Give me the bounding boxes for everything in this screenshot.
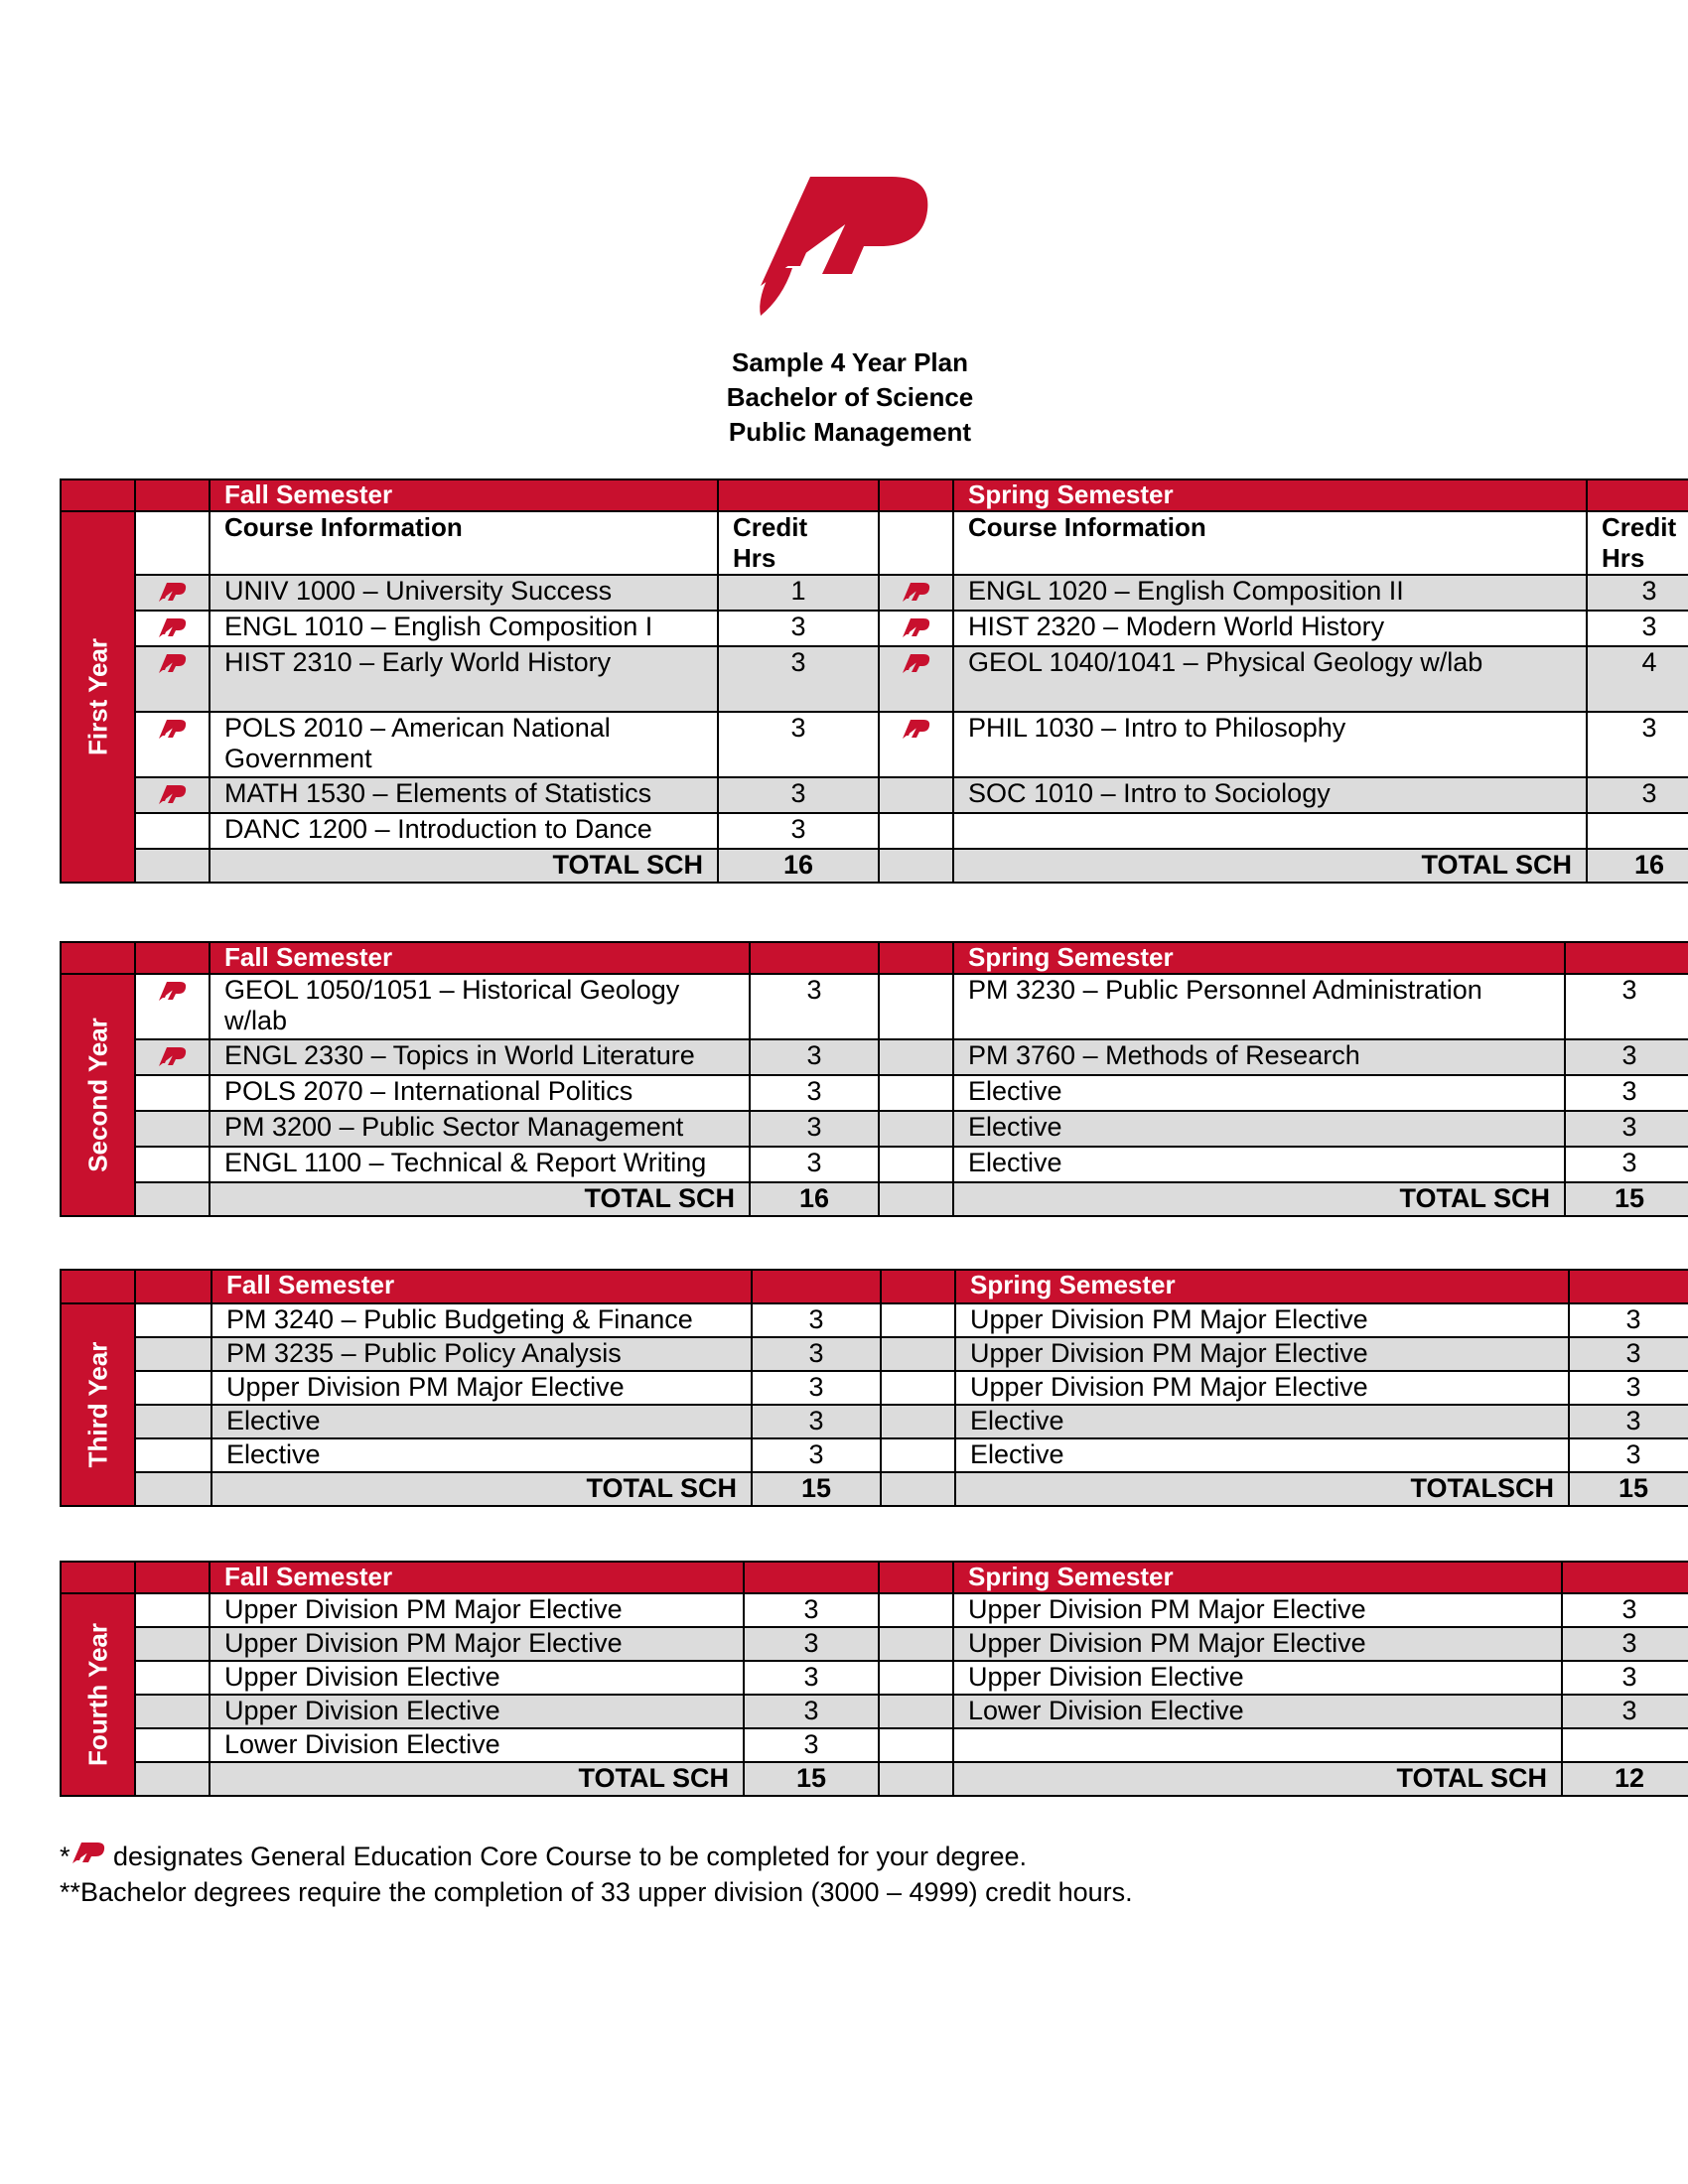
footnote-core-text: designates General Education Core Course to be completed for your degree.: [105, 1842, 1028, 1871]
course-row: [61, 1111, 1688, 1147]
corner-cell: [61, 479, 135, 511]
spring-core-marker: [879, 1627, 953, 1661]
course-row: [61, 1695, 1688, 1728]
fall-course: ENGL 2330 – Topics in World Literature: [210, 1039, 750, 1075]
fall-total: 15: [752, 1472, 881, 1506]
spring-credit: 3: [1562, 1695, 1688, 1728]
fall-core-marker: [135, 1593, 210, 1627]
spring-core-marker: [881, 1405, 955, 1438]
fall-course: POLS 2070 – International Politics: [210, 1075, 750, 1111]
year-label: First Year: [82, 637, 112, 756]
course-row: [61, 813, 1688, 849]
spring-core-marker: [879, 712, 953, 777]
ap-core-icon: [158, 980, 188, 1004]
course-row: [61, 1593, 1688, 1627]
spring-course: Elective: [955, 1438, 1569, 1472]
fall-credit: 3: [750, 1075, 879, 1111]
fall-core-marker: [135, 777, 210, 813]
fall-semester-header: Fall Semester: [210, 942, 750, 974]
spring-credit: 3: [1565, 1075, 1688, 1111]
course-info-header: Course Information: [210, 511, 718, 575]
spring-course: Elective: [953, 1111, 1565, 1147]
fall-course: Lower Division Elective: [210, 1728, 744, 1762]
total-icon-cell: [135, 1182, 210, 1216]
fall-credit-header: [752, 1270, 881, 1303]
spring-semester-header: Spring Semester: [953, 1562, 1562, 1593]
total-icon-cell: [135, 849, 210, 883]
spring-icon-col-header: [879, 942, 953, 974]
total-icon-cell: [135, 1762, 210, 1796]
course-row: [61, 1371, 1688, 1405]
spring-core-marker: [881, 1371, 955, 1405]
spring-total: 15: [1569, 1472, 1688, 1506]
spring-core-marker: [881, 1438, 955, 1472]
fall-credit: 3: [718, 646, 879, 712]
spring-icon-col-header: [879, 479, 953, 511]
fall-core-marker: [135, 1661, 210, 1695]
fall-course: PM 3200 – Public Sector Management: [210, 1111, 750, 1147]
spring-total-label: TOTAL SCH: [953, 1182, 1565, 1216]
course-row: [61, 1303, 1688, 1337]
fall-semester-header: Fall Semester: [211, 1270, 752, 1303]
fall-total-label: TOTAL SCH: [211, 1472, 752, 1506]
fall-core-marker: [135, 712, 210, 777]
spring-course: ENGL 1020 – English Composition II: [953, 575, 1587, 611]
footnotes: [60, 1839, 1133, 1910]
spring-credit: 4: [1587, 646, 1688, 712]
year-label-cell: [61, 511, 135, 883]
spring-credit: 3: [1565, 1039, 1688, 1075]
fall-semester-header: Fall Semester: [210, 1562, 744, 1593]
total-icon-cell: [135, 1472, 211, 1506]
spring-course: PHIL 1030 – Intro to Philosophy: [953, 712, 1587, 777]
ap-core-icon: [158, 783, 188, 807]
fall-core-marker: [135, 1337, 211, 1371]
ap-core-icon: [70, 1840, 106, 1867]
fall-core-marker: [135, 1438, 211, 1472]
plan-title: [0, 345, 1688, 450]
spring-course: Elective: [953, 1147, 1565, 1182]
ap-core-icon: [902, 652, 931, 676]
spring-credit: 3: [1569, 1438, 1688, 1472]
year-label: Third Year: [82, 1341, 112, 1468]
spring-course: Upper Division Elective: [953, 1661, 1562, 1695]
fall-credit: 3: [752, 1438, 881, 1472]
spring-credit: 3: [1587, 712, 1688, 777]
spring-total-label: TOTAL SCH: [953, 1762, 1562, 1796]
course-row: [61, 646, 1688, 712]
spring-course: Upper Division PM Major Elective: [955, 1303, 1569, 1337]
fall-course: GEOL 1050/1051 – Historical Geology w/lab: [210, 974, 750, 1039]
course-row: [61, 1147, 1688, 1182]
fall-total: 15: [744, 1762, 879, 1796]
apsu-logo: [753, 149, 939, 318]
fall-credit: 3: [744, 1695, 879, 1728]
fall-credit: 3: [750, 1039, 879, 1075]
ap-core-icon: [158, 581, 188, 605]
ap-core-icon: [158, 1045, 188, 1069]
course-row: [61, 1337, 1688, 1371]
spring-semester-header: Spring Semester: [955, 1270, 1569, 1303]
spring-credit-header: [1569, 1270, 1688, 1303]
spring-course: Upper Division PM Major Elective: [953, 1627, 1562, 1661]
spring-core-marker: [879, 1593, 953, 1627]
fall-course: ENGL 1100 – Technical & Report Writing: [210, 1147, 750, 1182]
spring-total: 15: [1565, 1182, 1688, 1216]
spring-course: Upper Division PM Major Elective: [953, 1593, 1562, 1627]
fall-core-marker: [135, 646, 210, 712]
fall-core-marker: [135, 974, 210, 1039]
footnote-core: [60, 1839, 1133, 1874]
title-line-3: Public Management: [728, 417, 972, 447]
year-label-cell: [61, 1303, 135, 1506]
title-line-1: Sample 4 Year Plan: [732, 347, 968, 377]
fall-core-marker: [135, 813, 210, 849]
spring-credit: 3: [1587, 611, 1688, 646]
spring-total-label: TOTALSCH: [955, 1472, 1569, 1506]
icon-col-subheader: [135, 511, 210, 575]
spring-credit: [1587, 813, 1688, 849]
fall-credit-header: [718, 479, 879, 511]
ap-core-icon: [902, 616, 931, 640]
spring-credit: 3: [1569, 1337, 1688, 1371]
spring-icon-col-header: [879, 1562, 953, 1593]
fall-core-marker: [135, 1627, 210, 1661]
ap-core-icon: [158, 652, 188, 676]
title-line-2: Bachelor of Science: [726, 382, 974, 412]
spring-core-marker: [879, 777, 953, 813]
fall-credit-header: [744, 1562, 879, 1593]
spring-course: Upper Division PM Major Elective: [955, 1337, 1569, 1371]
fall-course: POLS 2010 – American National Government: [210, 712, 718, 777]
fall-credit: 3: [750, 1111, 879, 1147]
spring-credit-header: [1562, 1562, 1688, 1593]
spring-core-marker: [881, 1337, 955, 1371]
spring-course: HIST 2320 – Modern World History: [953, 611, 1587, 646]
spring-semester-header: Spring Semester: [953, 942, 1565, 974]
fall-core-marker: [135, 1405, 211, 1438]
fall-course: Upper Division Elective: [210, 1661, 744, 1695]
fall-course: HIST 2310 – Early World History: [210, 646, 718, 712]
fall-credit-header: [750, 942, 879, 974]
spring-course: Elective: [955, 1405, 1569, 1438]
course-row: [61, 1039, 1688, 1075]
fall-course: DANC 1200 – Introduction to Dance: [210, 813, 718, 849]
course-row: [61, 1661, 1688, 1695]
ap-core-icon: [158, 718, 188, 742]
spring-core-marker: [879, 1147, 953, 1182]
hrs-label: Hrs: [1602, 543, 1645, 573]
spring-core-marker: [879, 1111, 953, 1147]
footnote-upper-division: **Bachelor degrees require the completion of 33 upper division (3000 – 4999) credit hours.: [60, 1877, 1133, 1907]
year-label: Fourth Year: [82, 1622, 112, 1767]
total-icon-cell: [879, 1182, 953, 1216]
spring-credit: 3: [1587, 777, 1688, 813]
year-table: [60, 478, 1688, 884]
icon-col-subheader: [879, 511, 953, 575]
fall-course: Upper Division Elective: [210, 1695, 744, 1728]
spring-course: GEOL 1040/1041 – Physical Geology w/lab: [953, 646, 1587, 712]
spring-credit: 3: [1569, 1405, 1688, 1438]
spring-credit: 3: [1569, 1371, 1688, 1405]
spring-credit: 3: [1562, 1661, 1688, 1695]
total-icon-cell: [879, 1762, 953, 1796]
fall-credit: 3: [744, 1593, 879, 1627]
spring-course: PM 3760 – Methods of Research: [953, 1039, 1565, 1075]
spring-credit: 3: [1565, 1147, 1688, 1182]
total-icon-cell: [881, 1472, 955, 1506]
fall-course: Elective: [211, 1438, 752, 1472]
spring-credit: 3: [1562, 1593, 1688, 1627]
spring-course: SOC 1010 – Intro to Sociology: [953, 777, 1587, 813]
fall-core-marker: [135, 575, 210, 611]
fall-credit: 3: [744, 1627, 879, 1661]
course-row: [61, 611, 1688, 646]
fall-credit: 3: [744, 1728, 879, 1762]
year-table: [60, 941, 1688, 1217]
spring-total-label: TOTAL SCH: [953, 849, 1587, 883]
spring-semester-header: Spring Semester: [953, 479, 1587, 511]
fall-total: 16: [718, 849, 879, 883]
spring-credit: 3: [1569, 1303, 1688, 1337]
ap-core-icon: [158, 616, 188, 640]
fall-credit: 3: [718, 813, 879, 849]
spring-course: Elective: [953, 1075, 1565, 1111]
total-row: [61, 1182, 1688, 1216]
spring-course: Lower Division Elective: [953, 1695, 1562, 1728]
ap-core-icon: [902, 581, 931, 605]
fall-core-marker: [135, 1303, 211, 1337]
fall-course: ENGL 1010 – English Composition I: [210, 611, 718, 646]
fall-credit: 3: [752, 1405, 881, 1438]
course-row: [61, 1075, 1688, 1111]
course-row: [61, 1405, 1688, 1438]
course-row: [61, 777, 1688, 813]
spring-course: PM 3230 – Public Personnel Administration: [953, 974, 1565, 1039]
spring-core-marker: [879, 1695, 953, 1728]
spring-core-marker: [879, 974, 953, 1039]
fall-credit: 3: [752, 1303, 881, 1337]
fall-total: 16: [750, 1182, 879, 1216]
fall-course: Upper Division PM Major Elective: [210, 1627, 744, 1661]
credit-label: Credit: [733, 512, 808, 542]
spring-credit: [1562, 1728, 1688, 1762]
spring-course: Upper Division PM Major Elective: [955, 1371, 1569, 1405]
spring-total: 16: [1587, 849, 1688, 883]
fall-credit: 3: [718, 712, 879, 777]
fall-core-marker: [135, 1075, 210, 1111]
fall-credit: 3: [718, 611, 879, 646]
icon-col-header: [135, 1562, 210, 1593]
credit-hrs-header: [718, 511, 879, 575]
fall-course: PM 3240 – Public Budgeting & Finance: [211, 1303, 752, 1337]
spring-core-marker: [879, 611, 953, 646]
fall-core-marker: [135, 1728, 210, 1762]
total-icon-cell: [879, 849, 953, 883]
spring-core-marker: [879, 1728, 953, 1762]
spring-core-marker: [879, 1661, 953, 1695]
fall-credit: 3: [718, 777, 879, 813]
fall-credit: 3: [750, 974, 879, 1039]
spring-credit: 3: [1565, 1111, 1688, 1147]
fall-credit: 3: [752, 1337, 881, 1371]
fall-core-marker: [135, 611, 210, 646]
course-row: [61, 712, 1688, 777]
fall-total-label: TOTAL SCH: [210, 1762, 744, 1796]
credit-hrs-header: [1587, 511, 1688, 575]
fall-course: UNIV 1000 – University Success: [210, 575, 718, 611]
year-label-cell: [61, 974, 135, 1216]
course-row: [61, 1627, 1688, 1661]
credit-label: Credit: [1602, 512, 1677, 542]
spring-icon-col-header: [881, 1270, 955, 1303]
fall-core-marker: [135, 1039, 210, 1075]
corner-cell: [61, 1562, 135, 1593]
course-row: [61, 1728, 1688, 1762]
spring-core-marker: [879, 1039, 953, 1075]
year-label-cell: [61, 1593, 135, 1796]
total-row: [61, 1762, 1688, 1796]
course-row: [61, 1438, 1688, 1472]
fall-core-marker: [135, 1695, 210, 1728]
fall-credit: 1: [718, 575, 879, 611]
spring-course: [953, 1728, 1562, 1762]
fall-core-marker: [135, 1147, 210, 1182]
spring-core-marker: [879, 813, 953, 849]
spring-course: [953, 813, 1587, 849]
icon-col-header: [135, 942, 210, 974]
fall-course: PM 3235 – Public Policy Analysis: [211, 1337, 752, 1371]
hrs-label: Hrs: [733, 543, 776, 573]
fall-core-marker: [135, 1371, 211, 1405]
fall-course: Upper Division PM Major Elective: [211, 1371, 752, 1405]
course-info-header: Course Information: [953, 511, 1587, 575]
year-table: [60, 1561, 1688, 1797]
spring-core-marker: [879, 646, 953, 712]
spring-credit: 3: [1587, 575, 1688, 611]
fall-total-label: TOTAL SCH: [210, 1182, 750, 1216]
spring-credit-header: [1587, 479, 1688, 511]
spring-credit: 3: [1562, 1627, 1688, 1661]
spring-core-marker: [879, 1075, 953, 1111]
spring-credit: 3: [1565, 974, 1688, 1039]
spring-total: 12: [1562, 1762, 1688, 1796]
ap-core-icon: [902, 718, 931, 742]
course-row: [61, 575, 1688, 611]
corner-cell: [61, 1270, 135, 1303]
total-row: [61, 849, 1688, 883]
corner-cell: [61, 942, 135, 974]
fall-course: Elective: [211, 1405, 752, 1438]
footnote-star: *: [60, 1842, 70, 1871]
course-row: [61, 974, 1688, 1039]
fall-credit: 3: [752, 1371, 881, 1405]
spring-core-marker: [881, 1303, 955, 1337]
fall-course: MATH 1530 – Elements of Statistics: [210, 777, 718, 813]
fall-credit: 3: [750, 1147, 879, 1182]
fall-semester-header: Fall Semester: [210, 479, 718, 511]
total-row: [61, 1472, 1688, 1506]
icon-col-header: [135, 1270, 211, 1303]
fall-course: Upper Division PM Major Elective: [210, 1593, 744, 1627]
spring-core-marker: [879, 575, 953, 611]
fall-core-marker: [135, 1111, 210, 1147]
fall-credit: 3: [744, 1661, 879, 1695]
icon-col-header: [135, 479, 210, 511]
fall-total-label: TOTAL SCH: [210, 849, 718, 883]
spring-credit-header: [1565, 942, 1688, 974]
year-label: Second Year: [82, 1018, 112, 1172]
year-table: [60, 1269, 1688, 1507]
